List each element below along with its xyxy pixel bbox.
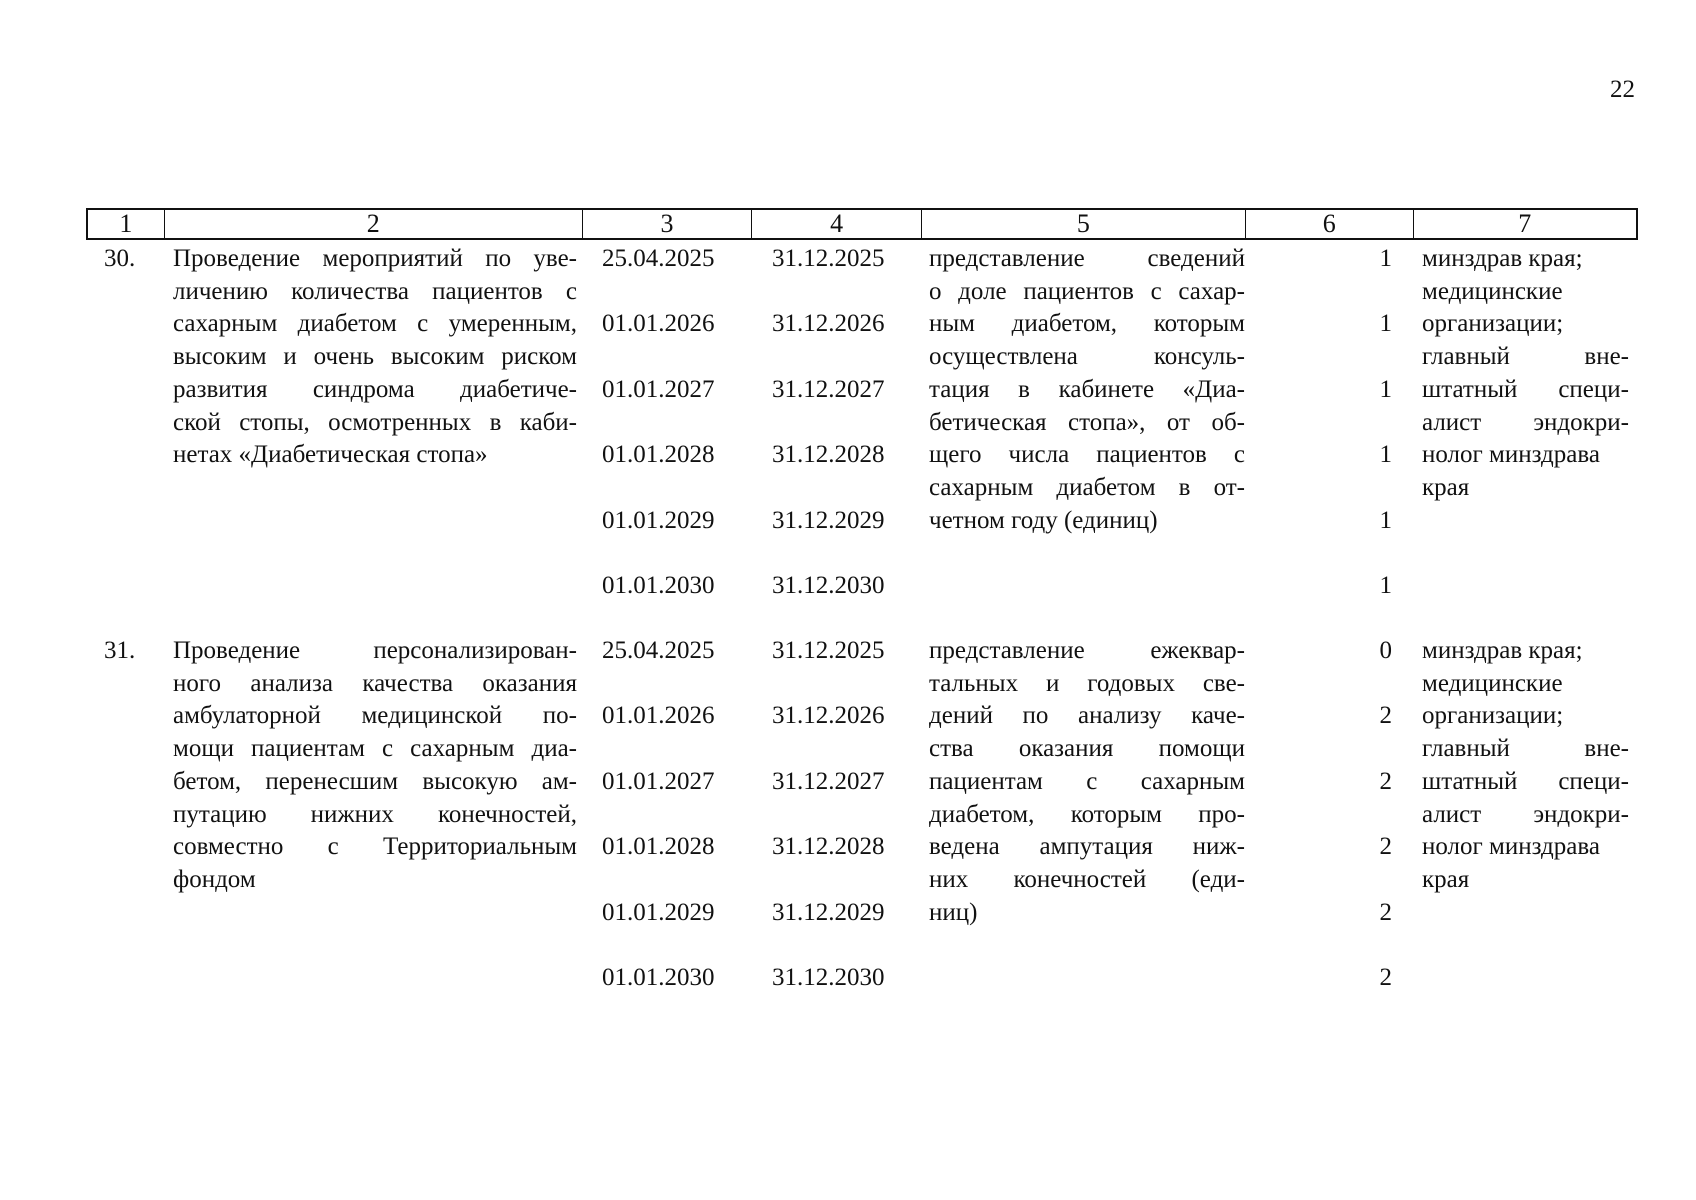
column-header: 1	[88, 210, 165, 238]
description-line: фондом	[173, 865, 256, 893]
description-line: сахарным диабетом с умеренным,	[173, 310, 577, 338]
indicator-value: 1	[1379, 375, 1392, 403]
responsible-line: главный вне-	[1422, 735, 1629, 763]
indicator-value: 1	[1379, 571, 1392, 599]
indicator-value: 2	[1379, 898, 1392, 926]
report-line: представление сведений	[929, 245, 1245, 272]
description-line: развития синдрома диабетиче-	[173, 375, 577, 403]
indicator-value: 1	[1379, 506, 1392, 534]
start-date: 01.01.2026	[602, 702, 715, 730]
start-date: 01.01.2028	[602, 833, 715, 861]
column-header: 2	[165, 210, 583, 238]
description-line: высоким и очень высоким риском	[173, 343, 577, 371]
column-header: 5	[922, 210, 1246, 238]
end-date: 31.12.2025	[772, 637, 885, 664]
description-line: бетом, перенесшим высокую ам-	[173, 767, 577, 795]
description-line: путацию нижних конечностей,	[173, 800, 577, 828]
row-number: 31.	[104, 637, 136, 664]
end-dates	[772, 635, 912, 1027]
end-date: 31.12.2029	[772, 506, 885, 534]
description-line: личению количества пациентов с	[173, 277, 577, 305]
end-date: 31.12.2029	[772, 898, 885, 926]
description-line: Проведение персонализирован-	[173, 637, 577, 664]
description-line: амбулаторной медицинской по-	[173, 702, 577, 730]
measures-table	[86, 208, 1638, 1027]
report-line: осуществлена консуль-	[929, 343, 1245, 371]
report-line: них конечностей (еди-	[929, 865, 1245, 893]
report-line: ниц)	[929, 898, 978, 926]
report-line: ведена ампутация ниж-	[929, 833, 1245, 861]
report-description	[929, 243, 1245, 537]
responsible-line: медицинские	[1422, 277, 1563, 305]
start-dates	[602, 635, 742, 1027]
start-date: 01.01.2029	[602, 898, 715, 926]
responsible-line: минздрав края;	[1422, 637, 1583, 664]
indicator-values	[1254, 635, 1392, 1027]
start-date: 01.01.2030	[602, 571, 715, 599]
report-line: ства оказания помощи	[929, 735, 1245, 763]
end-date: 31.12.2025	[772, 245, 885, 272]
measure-description	[173, 243, 577, 472]
responsible-parties	[1422, 635, 1629, 897]
report-line: тация в кабинете «Диа-	[929, 375, 1245, 403]
page-number: 22	[1610, 76, 1635, 103]
report-line: пациентам с сахарным	[929, 767, 1245, 795]
report-line: ным диабетом, которым	[929, 310, 1245, 338]
description-line: нетах «Диабетическая стопа»	[173, 441, 488, 469]
column-header: 4	[752, 210, 922, 238]
start-date: 25.04.2025	[602, 637, 715, 664]
description-line: Проведение мероприятий по уве-	[173, 245, 577, 272]
start-date: 01.01.2026	[602, 310, 715, 338]
report-line: диабетом, которым про-	[929, 800, 1245, 828]
indicator-value: 2	[1379, 767, 1392, 795]
responsible-line: организации;	[1422, 702, 1564, 730]
row-number: 30.	[104, 245, 136, 272]
responsible-line: алист эндокри-	[1422, 800, 1629, 828]
responsible-line: штатный специ-	[1422, 767, 1629, 795]
measure-description	[173, 635, 577, 897]
report-line: щего числа пациентов с	[929, 441, 1245, 469]
description-line: совместно с Территориальным	[173, 833, 577, 861]
end-date: 31.12.2026	[772, 310, 885, 338]
description-line: мощи пациентам с сахарным диа-	[173, 735, 577, 763]
report-line: бетическая стопа», от об-	[929, 408, 1245, 436]
table-row	[86, 635, 1638, 1027]
indicator-value: 1	[1379, 441, 1392, 469]
start-date: 01.01.2029	[602, 506, 715, 534]
responsible-line: нолог минздрава	[1422, 833, 1600, 861]
start-dates	[602, 243, 742, 635]
end-date: 31.12.2028	[772, 833, 885, 861]
start-date: 01.01.2030	[602, 963, 715, 991]
indicator-value: 1	[1379, 245, 1392, 272]
end-date: 31.12.2030	[772, 571, 885, 599]
end-date: 31.12.2028	[772, 441, 885, 469]
report-line: тальных и годовых све-	[929, 669, 1245, 697]
column-header: 7	[1518, 209, 1532, 238]
responsible-line: штатный специ-	[1422, 375, 1629, 403]
end-dates	[772, 243, 912, 635]
indicator-value: 2	[1379, 833, 1392, 861]
end-date: 31.12.2030	[772, 963, 885, 991]
responsible-line: медицинские	[1422, 669, 1563, 697]
responsible-line: нолог минздрава	[1422, 441, 1600, 469]
start-date: 25.04.2025	[602, 245, 715, 272]
responsible-line: края	[1422, 865, 1470, 893]
start-date: 01.01.2027	[602, 767, 715, 795]
responsible-line: алист эндокри-	[1422, 408, 1629, 436]
report-description	[929, 635, 1245, 929]
start-date: 01.01.2028	[602, 441, 715, 469]
start-date: 01.01.2027	[602, 375, 715, 403]
indicator-values	[1254, 243, 1392, 635]
report-line: четном году (единиц)	[929, 506, 1158, 534]
description-line: ской стопы, осмотренных в каби-	[173, 408, 577, 436]
table-row	[86, 243, 1638, 635]
indicator-value: 1	[1379, 310, 1392, 338]
report-line: дений по анализу каче-	[929, 702, 1245, 730]
responsible-line: организации;	[1422, 310, 1564, 338]
end-date: 31.12.2027	[772, 375, 885, 403]
responsible-line: края	[1422, 473, 1470, 501]
end-date: 31.12.2027	[772, 767, 885, 795]
table-body	[86, 243, 1638, 1027]
indicator-value: 2	[1379, 702, 1392, 730]
table-header	[86, 208, 1638, 240]
report-line: представление ежеквар-	[929, 637, 1245, 664]
column-header: 3	[583, 210, 753, 238]
indicator-value: 2	[1379, 963, 1392, 991]
responsible-line: главный вне-	[1422, 343, 1629, 371]
end-date: 31.12.2026	[772, 702, 885, 730]
report-line: о доле пациентов с сахар-	[929, 277, 1245, 305]
responsible-line: минздрав края;	[1422, 245, 1583, 272]
responsible-parties	[1422, 243, 1629, 505]
column-header: 6	[1246, 210, 1414, 238]
report-line: сахарным диабетом в от-	[929, 473, 1245, 501]
description-line: ного анализа качества оказания	[173, 669, 577, 697]
indicator-value: 0	[1379, 637, 1392, 664]
